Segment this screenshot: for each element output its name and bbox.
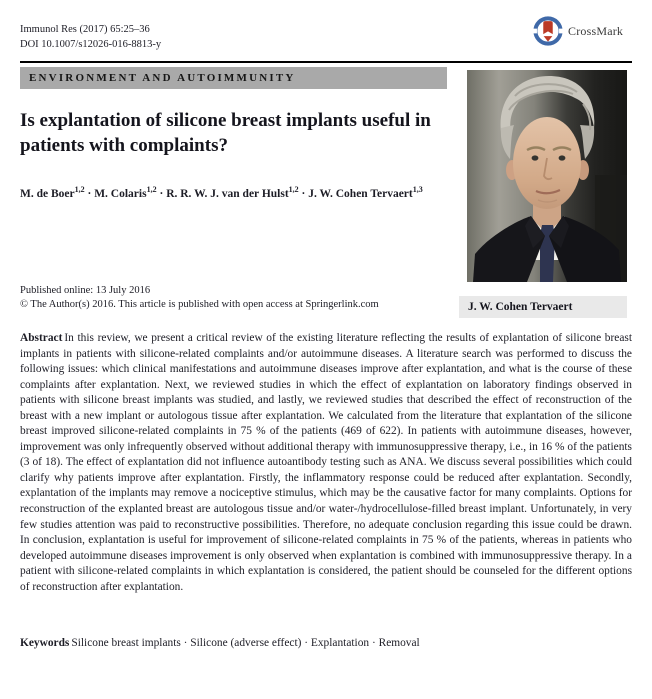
- crossmark-badge[interactable]: [533, 16, 623, 46]
- abstract-label: Abstract: [20, 332, 63, 344]
- author: M. de Boer$^{1,2}$ ·: [20, 185, 95, 200]
- crossmark-label: CrossMark: [568, 23, 624, 38]
- author-affiliation-sup: 1,2: [146, 185, 157, 194]
- published-online-date: Published online: 13 July 2016: [20, 285, 151, 296]
- journal-citation: Immunol Res (2017) 65:25–36: [20, 24, 150, 35]
- keywords-text: Silicone breast implants · Silicone (adverse effect) · Explantation · Removal: [71, 637, 420, 649]
- author: J. W. Cohen Tervaert$^{1,3}$: [308, 185, 423, 200]
- section-banner: ENVIRONMENT AND AUTOIMMUNITY: [20, 67, 447, 89]
- author-affiliation-sup: 1,3: [412, 185, 423, 194]
- author-list: [20, 181, 450, 203]
- journal-doi: DOI 10.1007/s12026-016-8813-y: [20, 38, 162, 50]
- publication-info: [20, 284, 379, 311]
- abstract-text: In this review, we present a critical review of the existing literature reflecting the results of explantation of silicone breast implants in patients with silicone-related complaints and/or autoimmune diseases. A literature search was performed to discuss the following issues: which clinical manifestations and autoimmune diseases improve after explantation, and what is the course of these complaints after explantation. Next, we reviewed studies in which the effect of explantation on laboratory findings observed in patients with silicone breast implants was studied, and lastly, we reviewed studies that described the effect of reconstruction of the breast with a new implant or autologous tissue after explantation. We calculated from the literature that explantation of the silicone breast improved silicone-related complaints in 75 % of the patients (469 of 622). In patients with autoimmune diseases, however, improvement was only infrequently observed without additional therapy with immunosuppressive therapy, i.e., in 16 % of the patients (3 of 18). The effect of explantation did not influence autoantibody testing such as ANA. We discuss several possibilities which could clarify why patients improve after explantation. Firstly, the inflammatory response could be reduced after explantation. Secondly, explantation of the implants may remove a nociceptive stimulus, which may be the causative factor for many complaints. Options for reconstruction of the explanted breast are autologous tissue and/or water-/hydrocellulose-filled breast implant. Unfortunately, in very few studies attention was paid to reconstructive possibilities. Therefore, no adequate conclusion regarding this issue could be drawn. In conclusion, explantation is useful for improvement of silicone-related complaints in 75 % of the patients, whereas in patients who developed autoimmune diseases improvement is only observed when explantation is combined with immunosuppressive therapy. In a patient with silicone-related complaints in which explantation is considered, the patient should be counseled for the different options of reconstruction after explantation.: [20, 332, 632, 593]
- author-portrait-photo: [467, 70, 627, 282]
- journal-reference: [20, 23, 161, 52]
- author-affiliation-sup: 1,2: [288, 185, 299, 194]
- keywords-label: Keywords: [20, 637, 70, 649]
- article-title: Is explantation of silicone breast implants useful in patients with complaints?: [20, 110, 431, 156]
- author-affiliation-sup: 1,2: [74, 185, 85, 194]
- author: R. R. W. J. van der Hulst$^{1,2}$ ·: [166, 185, 306, 200]
- portrait-caption: J. W. Cohen Tervaert: [459, 296, 627, 318]
- keywords-line: [20, 637, 632, 649]
- crossmark-icon: [533, 16, 563, 46]
- author-separator: ·: [84, 187, 95, 200]
- author-separator: ·: [298, 187, 306, 200]
- copyright-line: © The Author(s) 2016. This article is published with open access at Springerlink.com: [20, 298, 379, 310]
- author-separator: ·: [156, 187, 167, 200]
- header-rule: [20, 61, 632, 63]
- abstract-paragraph: [20, 331, 632, 595]
- author: M. Colaris$^{1,2}$ ·: [94, 185, 167, 200]
